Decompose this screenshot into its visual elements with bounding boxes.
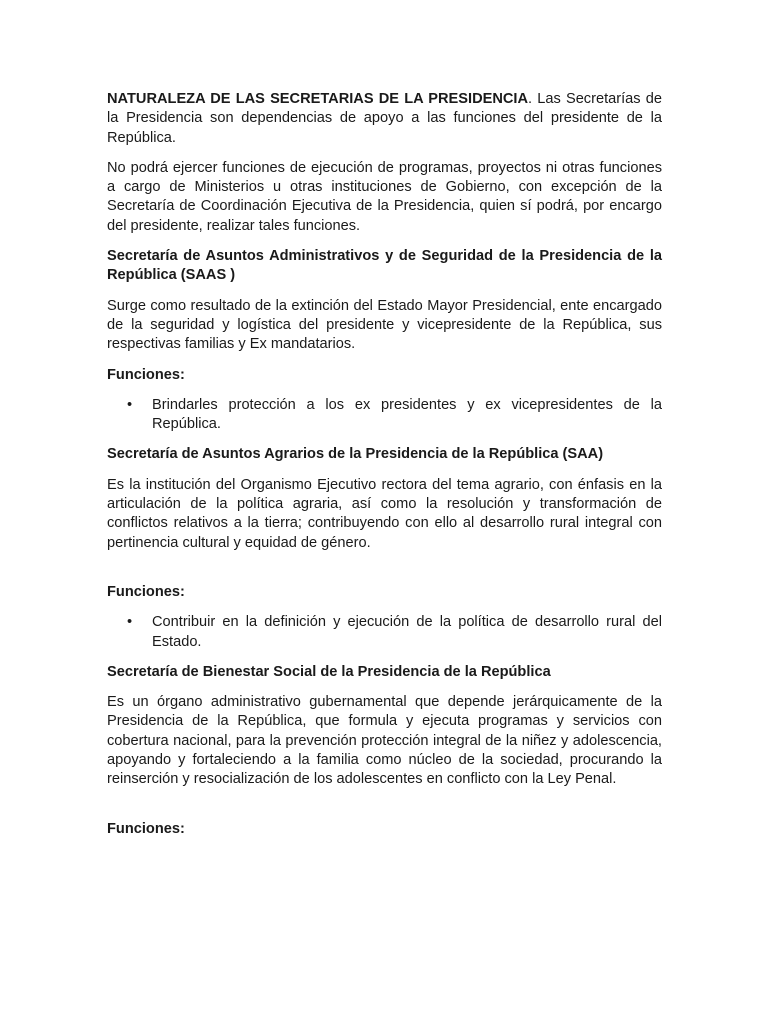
bullet-icon: • bbox=[127, 396, 133, 413]
list-item bbox=[107, 396, 662, 435]
list-item bbox=[107, 613, 662, 652]
section-body-saa: Es la institución del Organismo Ejecutivo rectora del tema agrario, con énfasis en la articulación de la política agraria, así como la resolución y transformación de conflictos relativos a la tierra; contribuyendo con ello al desarrollo rural integral con pertinencia cultural y equidad de género. bbox=[107, 476, 662, 551]
section-body-bienestar: Es un órgano administrativo gubernamental que depende jerárquicamente de la Presidencia de la República, que formula y ejecuta programas y servicios con cobertura nacional, para la prevención protección integral de la niñez y adolescencia, apoyando y fortaleciendo a la familia como núcleo de la sociedad, procurando la reinserción y resocialización de los adolescentes en conflicto con la Ley Penal. bbox=[107, 694, 662, 788]
functions-label-saa: Funciones: bbox=[107, 583, 185, 600]
section-heading-saas: Secretaría de Asuntos Administrativos y de Seguridad de la Presidencia de la República (SAAS ) bbox=[107, 248, 662, 284]
paragraph-ejecucion: No podrá ejercer funciones de ejecución de programas, proyectos ni otras funciones a cargo de Ministerios u otras instituciones de Gobierno, con excepción de la Secretaría de Coordinación Ejecutiva de la Presidencia, quien sí podrá, por encargo del presidente, realizar tales funciones. bbox=[107, 159, 662, 234]
section-body-saas: Surge como resultado de la extinción del Estado Mayor Presidencial, ente encargado de la seguridad y logística del presidente y vicepresidente de la República, sus respectivas familias y Ex mandatarios. bbox=[107, 297, 662, 353]
section-heading-saa: Secretaría de Asuntos Agrarios de la Presidencia de la República (SAA) bbox=[107, 446, 604, 463]
functions-label-saas: Funciones: bbox=[107, 366, 185, 383]
functions-list-saas bbox=[107, 396, 662, 435]
bullet-icon: • bbox=[127, 614, 133, 631]
intro-text: . Las Secretarías de la Presidencia son dependencias de apoyo a las funciones del presidente de la República. bbox=[107, 91, 662, 146]
blank-line bbox=[107, 564, 662, 583]
functions-list-saa bbox=[107, 613, 662, 652]
functions-label-bienestar: Funciones: bbox=[107, 820, 185, 837]
list-item-text: Brindarles protección a los ex presidentes y ex vicepresidentes de la República. bbox=[152, 396, 662, 433]
document-page bbox=[107, 90, 662, 850]
intro-bold-lead: NATURALEZA DE LAS SECRETARIAS DE LA PRESIDENCIA bbox=[107, 91, 529, 107]
list-item-text: Contribuir en la definición y ejecución de la política de desarrollo rural del Estado. bbox=[152, 614, 662, 650]
blank-line bbox=[107, 801, 662, 820]
section-heading-bienestar: Secretaría de Bienestar Social de la Presidencia de la República bbox=[107, 663, 551, 680]
intro-paragraph bbox=[107, 90, 662, 148]
